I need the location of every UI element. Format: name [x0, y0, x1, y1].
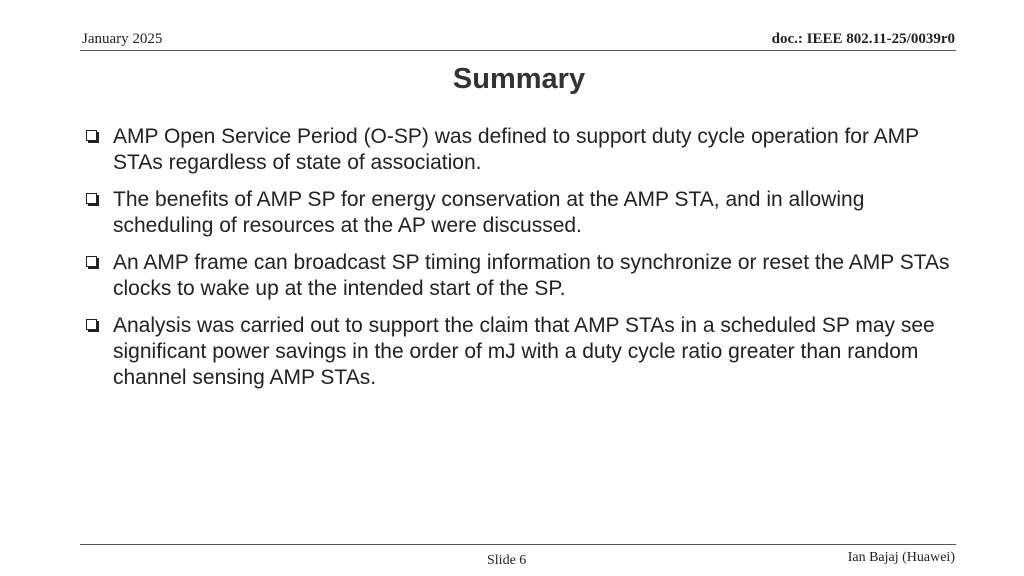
slide-number: Slide 6 — [487, 553, 527, 568]
footer-author: Ian Bajaj (Huawei) — [847, 550, 955, 565]
header-date: January 2025 — [82, 31, 163, 47]
header-divider — [80, 50, 956, 51]
bullet-item — [84, 250, 954, 302]
bullet-item — [84, 313, 954, 391]
bullet-item — [84, 124, 954, 176]
checkbox-bullet-icon — [86, 256, 97, 267]
footer-divider — [80, 544, 956, 545]
bullet-text: Analysis was carried out to support the claim that AMP STAs in a scheduled SP may see significant power savings in the order of mJ with a duty cycle ratio greater than random channel sensing AMP STAs. — [113, 314, 935, 389]
slide-title: Summary — [452, 63, 586, 95]
checkbox-bullet-icon — [86, 130, 97, 141]
checkbox-bullet-icon — [86, 193, 97, 204]
bullet-item — [84, 187, 954, 239]
header-doc-id: doc.: IEEE 802.11-25/0039r0 — [771, 31, 955, 47]
bullet-text: The benefits of AMP SP for energy conservation at the AMP STA, and in allowing scheduling of resources at the AP were discussed. — [113, 188, 865, 237]
bullet-text: AMP Open Service Period (O-SP) was defined to support duty cycle operation for AMP STAs regardless of state of association. — [113, 125, 919, 174]
bullet-text: An AMP frame can broadcast SP timing information to synchronize or reset the AMP STAs clocks to wake up at the intended start of the SP. — [113, 251, 950, 300]
bullet-list — [84, 124, 954, 402]
checkbox-bullet-icon — [86, 319, 97, 330]
